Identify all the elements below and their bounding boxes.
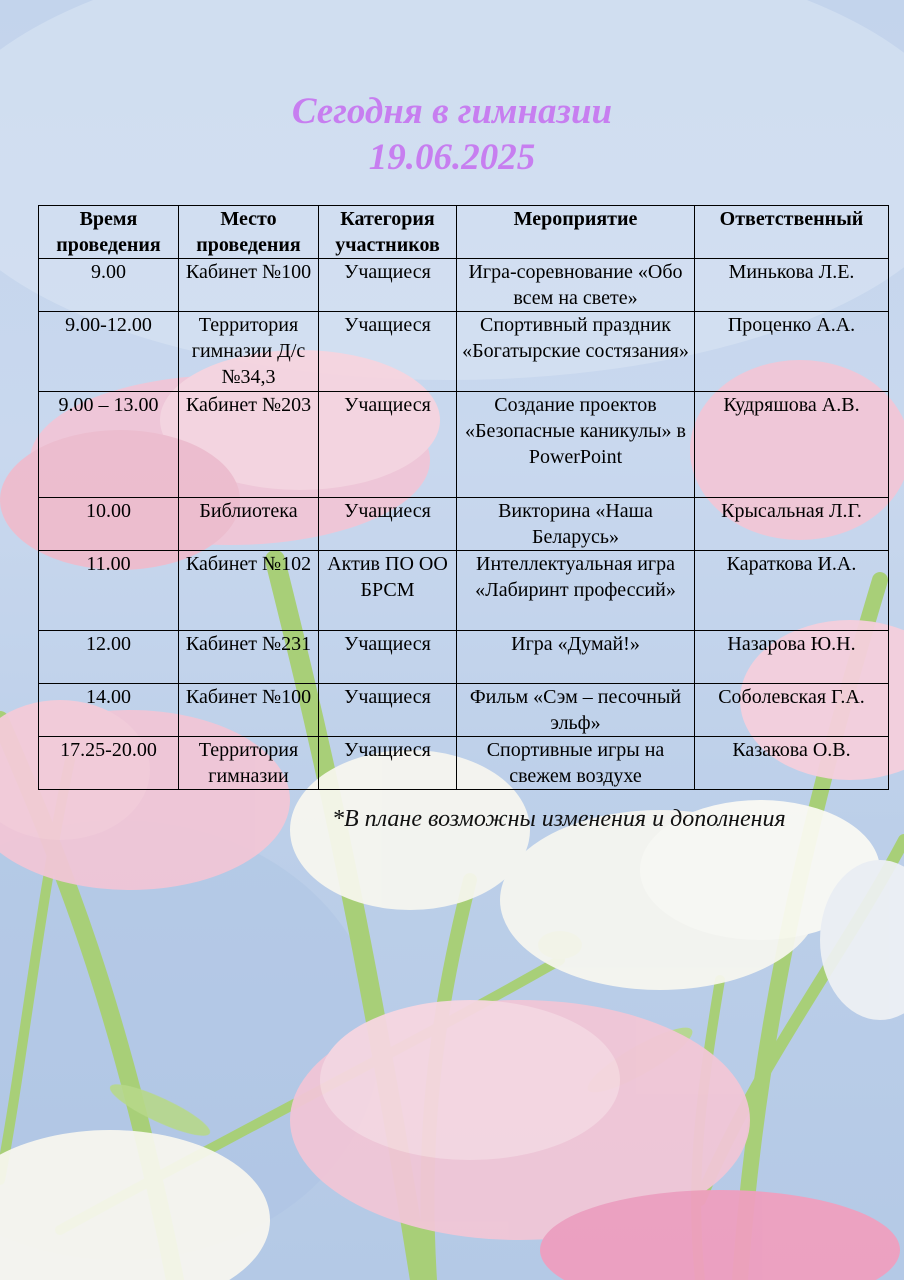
footnote: *В плане возможны изменения и дополнения [332, 806, 786, 832]
cell-event: Фильм «Сэм – песочный эльф» [457, 684, 695, 737]
table-row [39, 392, 889, 498]
cell-place: Территория гимназии [179, 737, 319, 790]
table-row [39, 631, 889, 684]
cell-time: 14.00 [39, 684, 179, 737]
cell-time: 12.00 [39, 631, 179, 684]
cell-time: 11.00 [39, 551, 179, 631]
page-title: Сегодня в гимназии [291, 91, 613, 132]
table-row [39, 737, 889, 790]
table-row [39, 312, 889, 392]
header-time: Время проведения [39, 206, 179, 259]
cell-event: Создание проектов «Безопасные каникулы» в PowerPoint [457, 392, 695, 498]
cell-category: Учащиеся [319, 312, 457, 392]
cell-responsible: Назарова Ю.Н. [695, 631, 889, 684]
cell-category: Актив ПО ОО БРСМ [319, 551, 457, 631]
cell-responsible: Казакова О.В. [695, 737, 889, 790]
cell-event: Игра-соревнование «Обо всем на свете» [457, 259, 695, 312]
cell-event: Викторина «Наша Беларусь» [457, 498, 695, 551]
cell-category: Учащиеся [319, 498, 457, 551]
cell-place: Кабинет №100 [179, 259, 319, 312]
cell-category: Учащиеся [319, 631, 457, 684]
cell-place: Территория гимназии Д/с №34,3 [179, 312, 319, 392]
table-row [39, 259, 889, 312]
cell-place: Кабинет №203 [179, 392, 319, 498]
cell-time: 10.00 [39, 498, 179, 551]
table-row [39, 684, 889, 737]
cell-time: 9.00 [39, 259, 179, 312]
cell-place: Библиотека [179, 498, 319, 551]
cell-event: Интеллектуальная игра «Лабиринт профессий» [457, 551, 695, 631]
cell-responsible: Минькова Л.Е. [695, 259, 889, 312]
header-place: Место проведения [179, 206, 319, 259]
header-responsible: Ответственный [695, 206, 889, 259]
header-category: Категория участников [319, 206, 457, 259]
cell-time: 17.25-20.00 [39, 737, 179, 790]
table-header-row [39, 206, 889, 259]
cell-time: 9.00-12.00 [39, 312, 179, 392]
cell-event: Спортивные игры на свежем воздухе [457, 737, 695, 790]
cell-category: Учащиеся [319, 259, 457, 312]
cell-responsible: Кудряшова А.В. [695, 392, 889, 498]
cell-category: Учащиеся [319, 684, 457, 737]
page-date: 19.06.2025 [368, 137, 536, 178]
cell-time: 9.00 – 13.00 [39, 392, 179, 498]
cell-category: Учащиеся [319, 737, 457, 790]
cell-place: Кабинет №231 [179, 631, 319, 684]
cell-responsible: Проценко А.А. [695, 312, 889, 392]
table-row [39, 551, 889, 631]
cell-event: Игра «Думай!» [457, 631, 695, 684]
cell-place: Кабинет №102 [179, 551, 319, 631]
table-row [39, 498, 889, 551]
cell-responsible: Караткова И.А. [695, 551, 889, 631]
header-event: Мероприятие [457, 206, 695, 259]
cell-responsible: Соболевская Г.А. [695, 684, 889, 737]
cell-place: Кабинет №100 [179, 684, 319, 737]
cell-event: Спортивный праздник «Богатырские состязания» [457, 312, 695, 392]
schedule-table [38, 205, 889, 790]
cell-responsible: Крысальная Л.Г. [695, 498, 889, 551]
cell-category: Учащиеся [319, 392, 457, 498]
